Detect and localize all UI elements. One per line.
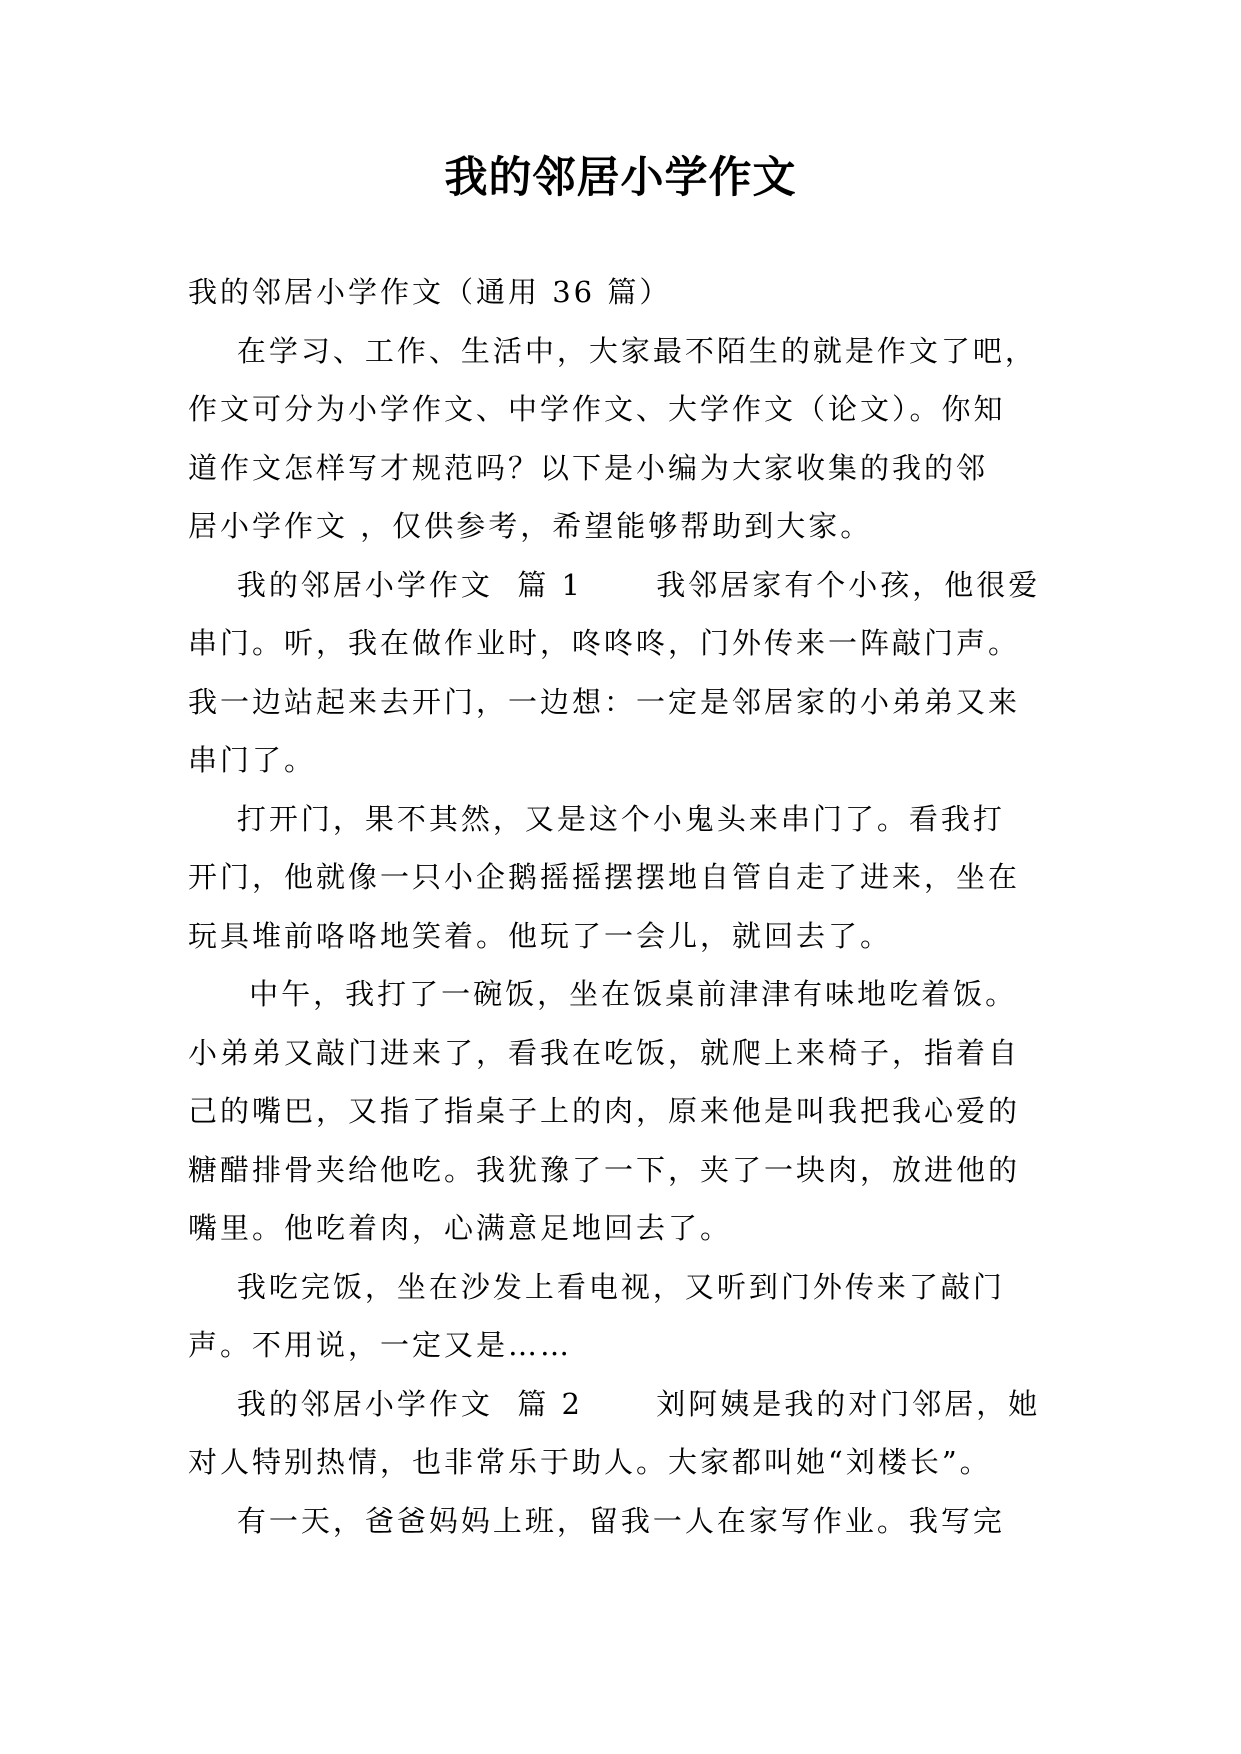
text-line: 嘴里。他吃着肉，心满意足地回去了。 bbox=[188, 1211, 733, 1245]
text-line: 玩具堆前咯咯地笑着。他玩了一会儿，就回去了。 bbox=[188, 918, 893, 953]
text-line: 居小学作文 ，仅供参考，希望能够帮助到大家。 bbox=[188, 509, 873, 543]
text-line: 我一边站起来去开门，一边想：一定是邻居家的小弟弟又来 bbox=[188, 684, 1021, 719]
document-body bbox=[188, 263, 1048, 1550]
text-line: 有一天，爸爸妈妈上班，留我一人在家写作业。我写完 bbox=[188, 1503, 1005, 1538]
text-line: 我吃完饭，坐在沙发上看电视，又听到门外传来了敲门 bbox=[188, 1269, 1005, 1304]
text-line: 小弟弟又敲门进来了，看我在吃饭，就爬上来椅子，指着自 bbox=[188, 1035, 1021, 1070]
text-line: 我的邻居小学作文（通用 36 篇） bbox=[188, 275, 672, 309]
text-line: 声。不用说，一定又是…… bbox=[188, 1328, 573, 1362]
text-line: 我的邻居小学作文 篇 2 刘阿姨是我的对门邻居，她 bbox=[188, 1386, 1041, 1421]
text-line: 己的嘴巴，又指了指桌子上的肉，原来他是叫我把我心爱的 bbox=[188, 1094, 1021, 1128]
text-line: 中午，我打了一碗饭，坐在饭桌前津津有味地吃着饭。 bbox=[188, 977, 1018, 1011]
text-line: 开门，他就像一只小企鹅摇摇摆摆地自管自走了进来，坐在 bbox=[188, 860, 1021, 894]
text-line: 糖醋排骨夹给他吃。我犹豫了一下，夹了一块肉，放进他的 bbox=[188, 1152, 1021, 1187]
text-line: 我的邻居小学作文 篇 1 我邻居家有个小孩，他很爱 bbox=[188, 567, 1041, 602]
document-title: 我的邻居小学作文 bbox=[444, 153, 797, 203]
text-line: 对人特别热情，也非常乐于助人。大家都叫她“刘楼长”。 bbox=[188, 1445, 992, 1479]
text-line: 道作文怎样写才规范吗？以下是小编为大家收集的我的邻 bbox=[188, 450, 989, 485]
text-line: 串门了。 bbox=[188, 743, 317, 777]
text-line: 在学习、工作、生活中，大家最不陌生的就是作文了吧， bbox=[188, 333, 1037, 368]
text-line: 串门。听，我在做作业时，咚咚咚，门外传来一阵敲门声。 bbox=[188, 626, 1021, 660]
text-line: 打开门，果不其然，又是这个小鬼头来串门了。看我打 bbox=[188, 801, 1005, 836]
text-line: 作文可分为小学作文、中学作文、大学作文（论文）。你知 bbox=[188, 392, 1006, 426]
